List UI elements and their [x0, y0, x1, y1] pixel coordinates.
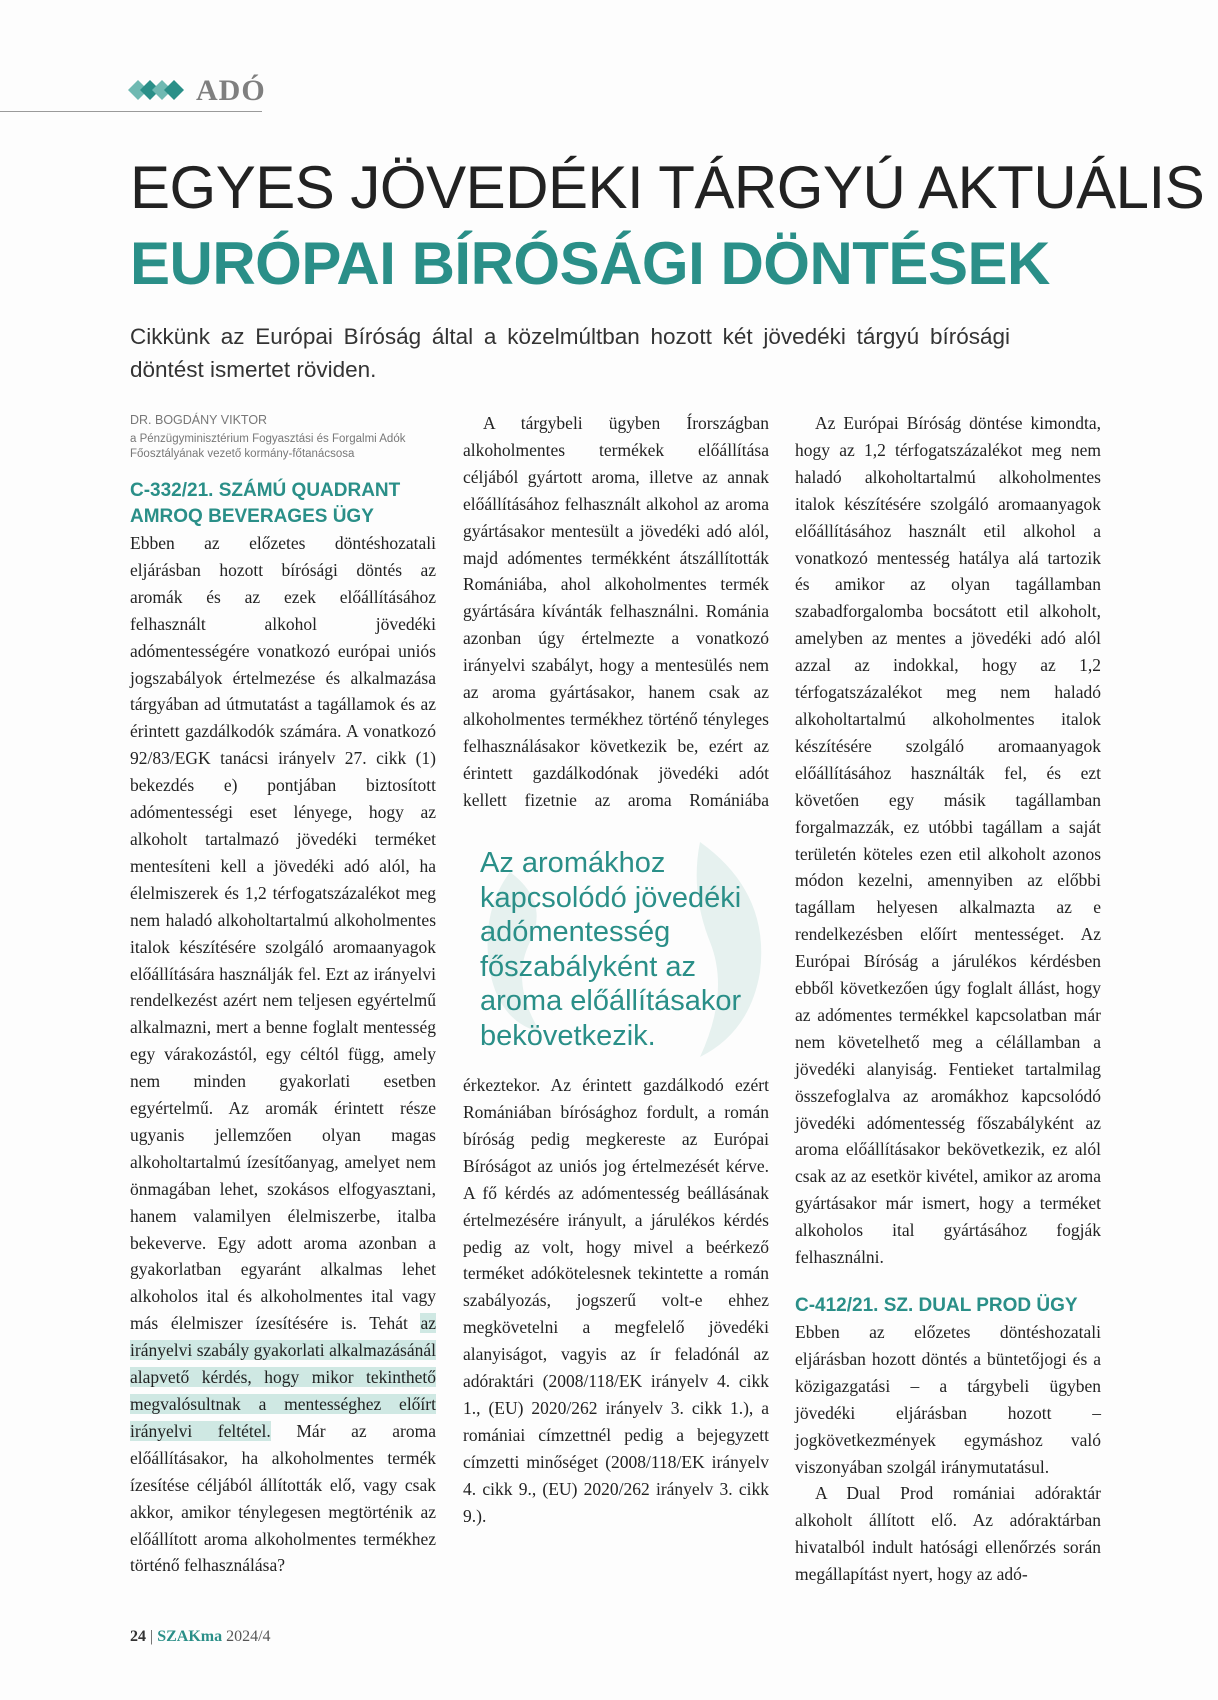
diamonds-icon	[128, 78, 184, 102]
highlighted-text: az irányelvi szabály gyakorlati alkalmazásánál alapvető kérdés, hogy mikor tekinthető megvalósultnak a mentességhez előírt irányelvi feltétel.	[130, 1313, 436, 1441]
footer-issue: 2024/4	[226, 1628, 271, 1645]
footer-separator: |	[150, 1628, 154, 1645]
case2-paragraph-2: A Dual Prod romániai adóraktár alkoholt állított elő. Az adóraktárban hivatalból indult hatósági ellenőrzés során megállapítást nyert, hogy az adó-	[795, 1483, 1101, 1585]
section-label: ADÓ	[196, 74, 266, 107]
case1-paragraph-1	[130, 530, 436, 1579]
author-affiliation: a Pénzügyminisztérium Fogyasztási és Forgalmi Adók Főosztályának vezető kormány-főtanácsosa	[130, 433, 406, 460]
title-line-2: EURÓPAI BÍRÓSÁGI DÖNTÉSEK	[130, 230, 1050, 297]
title-line-1: EGYES JÖVEDÉKI TÁRGYÚ AKTUÁLIS	[130, 154, 1205, 221]
pull-quote-text: Az aromákhoz kapcsolódó jövedéki adómentesség főszabályként az aroma előállításakor bekövetkezik.	[480, 847, 742, 1052]
case1-paragraph-2: A tárgybeli ügyben Írországban alkoholmentes termékek előállítása céljából gyártott aroma, illetve az annak előállításához felhasznált alkohol az aroma gyártásakor mentesült a jövedéki adó alól, majd adómentes termékként átszállították Romániába, ahol alkoholmentes termék gyártására kívánták felhasználni. Románia azonban úgy értelmezte a vonatkozó irányelvi szabályt, hogy a mentesülés nem az aroma gyártásakor, hanem csak az alkoholmentes termékhez történő tényleges felhasználásakor következik be, ezért az érintett gazdálkodónak jövedéki adót kellett fizetnie az aroma Romániába	[463, 413, 769, 810]
section-tag	[0, 72, 266, 112]
case1-paragraph-3: Az Európai Bíróság döntése kimondta, hogy az 1,2 térfogatszázalékot meg nem haladó alkoholtartalmú alkoholmentes italok készítésére szolgáló aromaanyagok előállításához használt etil alkohol a vonatkozó mentesség hatálya alá tartozik és amikor az olyan tagállamban szabadforgalomba bocsátott etil alkoholt, amelyben az mentes a jövedéki adó alól azzal az indokkal, hogy az 1,2 térfogatszázalékot meg nem haladó alkoholtartalmú alkoholmentes italok készítésére szolgáló aromaanyagok előállításához használták fel, és ezt követően egy másik tagállamban forgalmazzák, ez utóbbi tagállam a saját területén köteles ezen etil alkoholt azonos módon kezelni, amennyiben az előbbi tagállam helyesen alkalmazta az e rendelkezésben előírt mentességet. Az Európai Bíróság a járulékos kérdésben ebből következően úgy foglalt állást, hogy az adómentes termékkel kapcsolatban már nem követelhető meg a célállamban a jövedéki alanyiság. Fentieket tartalmilag összefoglalva az aromákhoz kapcsolódó jövedéki adómentesség főszabályként az aroma előállításakor bekövetkezik, ez alól csak az az esetkör kivétel, amikor az aroma gyártásakor már ismert, hogy a terméket alkoholos ital gyártásához fogják felhasználni.	[795, 413, 1101, 1268]
case2-paragraph-1: Ebben az előzetes döntéshozatali eljárásban hozott döntés a büntetőjogi és a közigazgatási – a tárgybeli ügyben jövedéki eljárásban hozott – jogkövetkezmények egymáshoz való viszonyában szolgál iránymutatásul.	[795, 1322, 1101, 1477]
column-3	[795, 410, 1101, 1588]
footer-brand: SZAKma	[157, 1628, 223, 1645]
author-name: DR. BOGDÁNY VIKTOR	[130, 413, 268, 427]
article-title	[130, 150, 1205, 302]
page-number: 24	[130, 1628, 146, 1645]
case1-p1-text: Ebben az előzetes döntéshozatali eljárásban hozott bírósági döntés az aromák és az ezek előállításához felhasznált alkohol jövedéki adómentességére vonatkozó európai uniós jogszabályok értelmezése és alkalmazása tárgyában ad útmutatást a tagállamok és az érintett gazdálkodók számára. A vonatkozó 92/83/EGK tanácsi irányelv 27. cikk (1) bekezdés e) pontjában biztosított adómentességi eset lényege, hogy az alkoholt tartalmazó jövedéki terméket mentesíteni kell a jövedéki adó alól, ha élelmiszerek és 1,2 térfogatszázalékot meg nem haladó alkoholtartalmú alkoholmentes italok készítésére szolgáló aromaanyagok előállítására használják fel. Ezt az irányelvi rendelkezést azért nem teljesen egyértelmű alkalmazni, mert a benne foglalt mentesség egy várakozástól, egy céltól függ, amely nem minden gyakorlati esetben egyértelmű. Az aromák érintett része ugyanis jellemzően olyan magas alkoholtartalmú ízesítőanyag, amelyet nem önmagában lehet, szokásos elfogyasztani, hanem valamilyen élelmiszerbe, italba bekeverve. Egy adott aroma azonban a gyakorlatban egyaránt alkalmas lehet alkoholos ital és alkoholmentes ital vagy más élelmiszer ízesítésére is. Tehát	[130, 533, 436, 1334]
case1-paragraph-2-continued: érkeztekor. Az érintett gazdálkodó ezért Romániában bírósághoz fordult, a román bíróság pedig megkereste az Európai Bíróságot az uniós jog értelmezését kérve. A fő kérdés az adómentesség beállásának értelmezésére irányult, a járulékos kérdés pedig az volt, hogy mivel a beérkező terméket adókötelesnek tekintette a román szabályozás, jogszerű volt-e ehhez megkövetelni a megfelelő jövedéki alanyiságot, vagyis az ír feladónál az adóraktári (2008/118/EK irányelv 4. cikk 1., (EU) 2020/262 irányelv 3. cikk 1.), a romániai címzettnél pedig a bejegyzett címzetti minőséget (2008/118/EK irányelv 4. cikk 9., (EU) 2020/262 irányelv 3. cikk 9.).	[463, 1075, 769, 1526]
case1-p1-continued: Már az aroma előállításakor, ha alkoholmentes termék ízesítése céljából állították elő, vagy csak akkor, amikor ténylegesen megtörténik az előállított aroma alkoholmentes termékhez történő felhasználása?	[130, 1420, 436, 1576]
case1-heading: C-332/21. SZÁMÚ QUADRANT AMROQ BEVERAGES ÜGY	[130, 480, 401, 527]
pull-quote	[470, 832, 790, 1064]
page-footer	[130, 1628, 271, 1646]
column-1	[130, 410, 436, 1579]
case2-heading: C-412/21. SZ. DUAL PROD ÜGY	[795, 1295, 1078, 1316]
lead-paragraph: Cikkünk az Európai Bíróság által a közelmúltban hozott két jövedéki tárgyú bírósági döntést ismertet röviden.	[130, 324, 1010, 382]
